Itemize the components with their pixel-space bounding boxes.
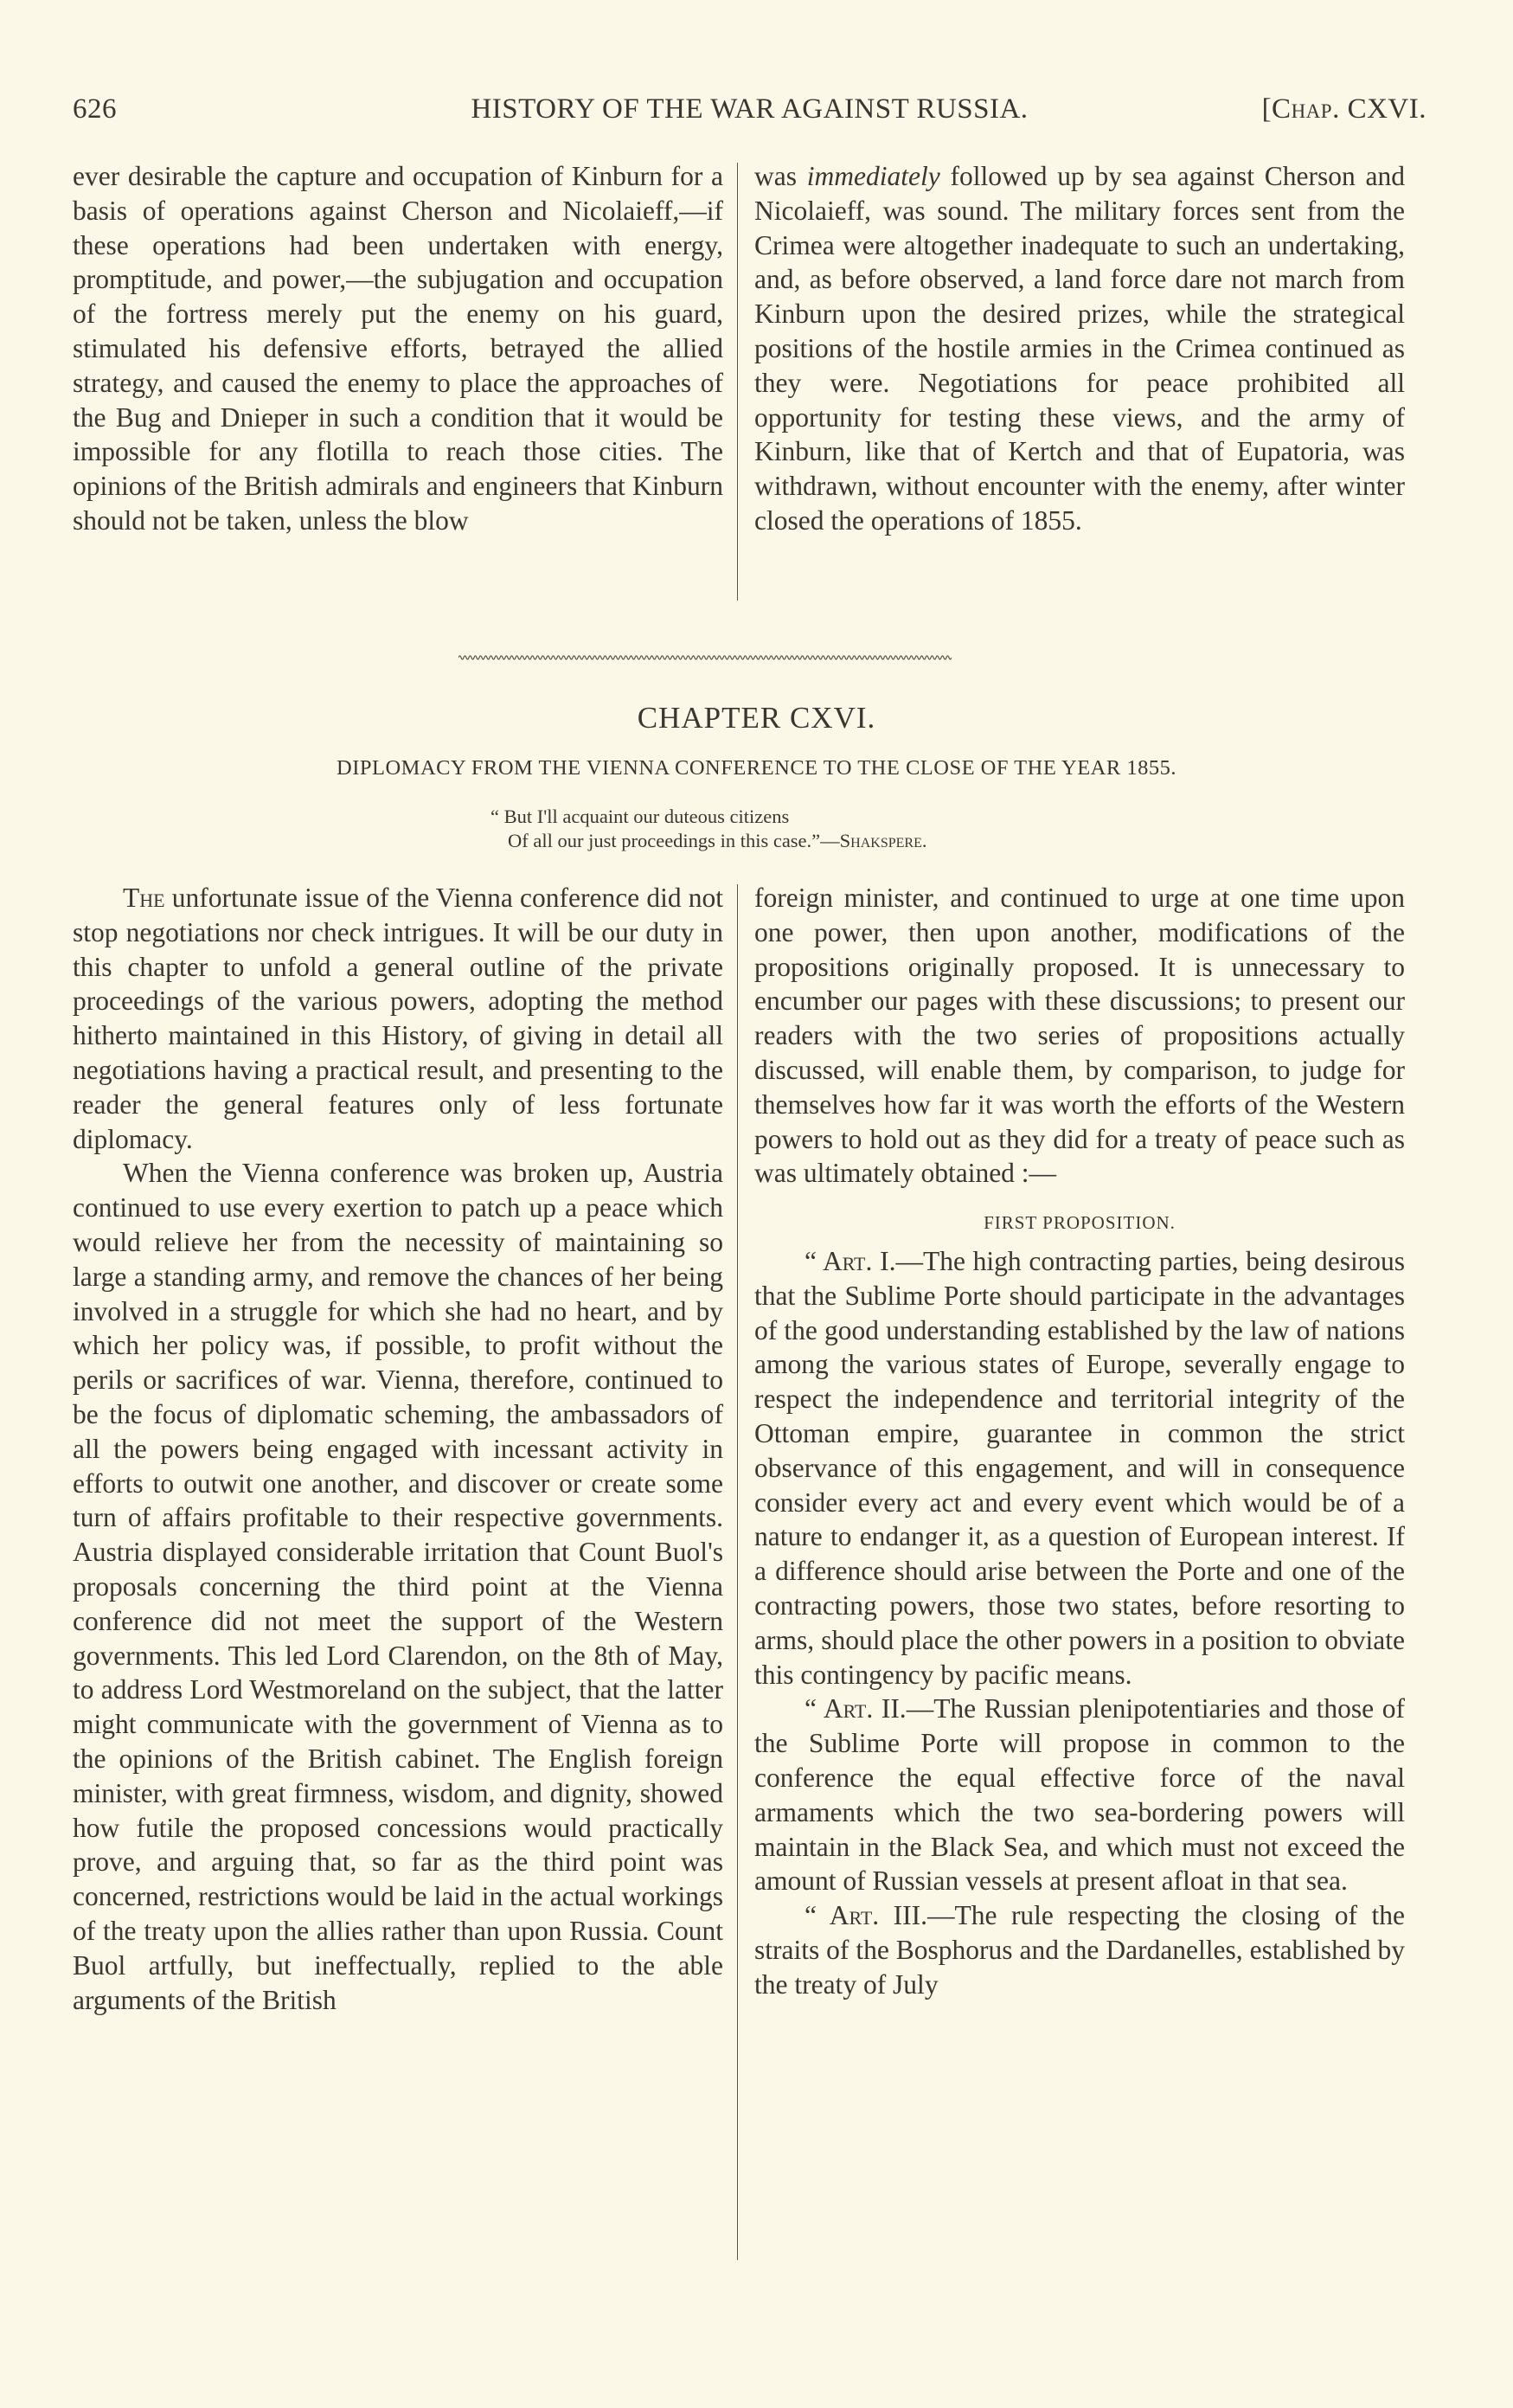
chapter-reference: [Chap. CXVI. <box>1261 93 1426 125</box>
paragraph: When the Vienna conference was broken up, Austria continued to use every exertion to patch up a peace which would relieve her from the necessity of maintaining so large a standing army, and remove the chances of her being involved in a struggle for which she had no heart, and by which her policy was, if possible, to profit without the perils or sacrifices of war. Vienna, therefore, continued to be the focus of diplomatic scheming, the ambassadors of all the powers being engaged with incessant activity in efforts to outwit one another, and discover or create some turn of affairs profitable to their respective governments. Austria displayed considerable irritation that Count Buol's proposals concerning the third point at the Vienna conference did not meet the support of the Western governments. This led Lord Clarendon, on the 8th of May, to address Lord Westmoreland on the subject, that the latter might communicate with the government of Vienna as to the opinions of the British cabinet. The English foreign minister, with great firmness, wisdom, and dignity, showed how futile the proposed concessions would practically prove, and arguing that, so far as the third point was concerned, restrictions would be laid in the actual workings of the treaty upon the allies rather than upon Russia. Count Buol artfully, but ineffectually, replied to the able arguments of the British <box>73 1158 723 2015</box>
top-left-column <box>73 159 723 538</box>
epigraph <box>490 805 926 853</box>
paragraph: ever desirable the capture and occupation of Kinburn for a basis of operations against Cherson and Nicolaieff,—if these operations had been undertaken with energy, promptitude, and power,—the subjugation and occupation of the fortress merely put the enemy on his guard, stimulated his defensive efforts, betrayed the allied strategy, and caused the enemy to place the approaches of the Bug and Dnieper in such a condition that it would be impossible for any flotilla to reach those cities. The opinions of the British admirals and engineers that Kinburn should not be taken, unless the blow <box>73 161 723 536</box>
top-right-column <box>754 159 1405 538</box>
paragraph: The unfortunate issue of the Vienna conference did not stop negotiations nor check intrigues. It will be our duty in this chapter to unfold a general outline of the private proceedings of the various powers, adopting the method hitherto maintained in this History, of giving in detail all negotiations having a practical result, and presenting to the reader the general features only of less fortunate diplomacy. <box>73 883 723 1154</box>
section-subheading: FIRST PROPOSITION. <box>984 1212 1176 1234</box>
lower-left-column <box>73 881 723 2017</box>
article-label: “ Art. II. <box>805 1693 907 1724</box>
article-paragraph: “ Art. II.—The Russian plenipotentiaries and those of the Sublime Porte will propose in common to the conference the equal effective force of the naval armaments which the two sea-bordering powers will maintain in the Black Sea, and which must not exceed the amount of Russian vessels at present afloat in that sea. <box>754 1693 1405 1897</box>
epigraph-author: Shakspere. <box>839 830 927 851</box>
wavy-rule-ornament <box>458 654 952 661</box>
chapter-subtitle: DIPLOMACY FROM THE VIENNA CONFERENCE TO THE CLOSE OF THE YEAR 1855. <box>337 756 1176 780</box>
paragraph: was immediately followed up by sea against Cherson and Nicolaieff, was sound. The military forces sent from the Crimea were altogether inadequate to such an undertaking, and, as before observed, a land force dare not march from Kinburn upon the desired prizes, while the strategical positions of the hostile armies in the Crimea continued as they were. Negotiations for peace prohibited all opportunity for testing these views, and the army of Kinburn, like that of Kertch and that of Eupatoria, was withdrawn, without encounter with the enemy, after winter closed the operations of 1855. <box>754 161 1405 536</box>
article-label: “ Art. III. <box>805 1900 927 1931</box>
running-title: HISTORY OF THE WAR AGAINST RUSSIA. <box>471 93 1029 125</box>
column-divider <box>737 884 738 2260</box>
article-label: “ Art. I. <box>805 1245 896 1276</box>
chapter-title: CHAPTER CXVI. <box>637 701 876 735</box>
emphasis: immediately <box>806 161 940 191</box>
article-paragraph: “ Art. III.—The rule respecting the closing of the straits of the Bosphorus and the Dardanelles, established by the treaty of July <box>754 1900 1405 2000</box>
epigraph-line: Of all our just proceedings in this case.”—Shakspere. <box>508 830 927 851</box>
epigraph-line: “ But I'll acquaint our duteous citizens <box>490 806 790 827</box>
lower-right-column <box>754 881 1405 2002</box>
column-divider <box>737 163 738 600</box>
running-head <box>73 93 1426 128</box>
lead-in: The <box>123 883 165 913</box>
page-number: 626 <box>73 93 117 125</box>
article-paragraph: “ Art. I.—The high contracting parties, being desirous that the Sublime Porte should participate in the advantages of the good understanding established by the law of nations among the various states of Europe, severally engage to respect the independence and territorial integrity of the Ottoman empire, guarantee in common the strict observance of this engagement, and will in consequence consider every act and every event which would be of a nature to endanger it, as a question of European interest. If a difference should arise between the Porte and one of the contracting powers, those two states, before resorting to arms, should place the other powers in a position to obviate this contingency by pacific means. <box>754 1245 1405 1690</box>
paragraph: foreign minister, and continued to urge at one time upon one power, then upon another, modifications of the propositions originally proposed. It is unnecessary to encumber our pages with these discussions; to present our readers with the two series of propositions actually discussed, will enable them, by comparison, to judge for themselves how far it was worth the efforts of the Western powers to hold out as they did for a treaty of peace such as was ultimately obtained :— <box>754 883 1405 1189</box>
